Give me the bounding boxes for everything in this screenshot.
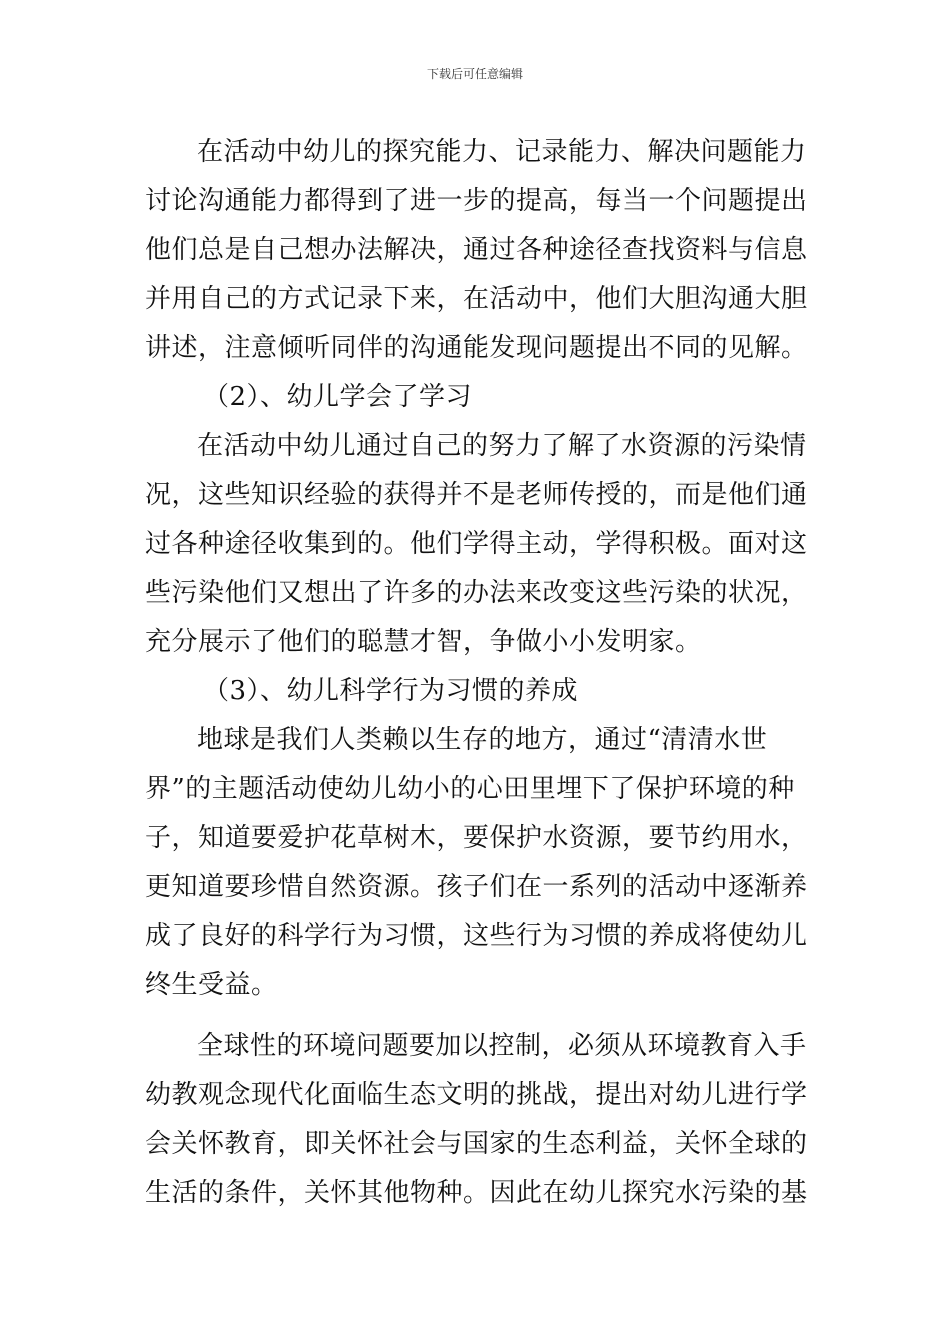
page-header: 下载后可任意编辑	[426, 67, 523, 81]
text-line: 更知道要珍惜自然资源。孩子们在一系列的活动中逐渐养	[145, 872, 808, 902]
document-body	[145, 128, 810, 1218]
paragraph-habits	[145, 716, 810, 1010]
text-line: 在活动中幼儿通过自己的努力了解了水资源的污染情	[197, 431, 807, 461]
text-line: 全球性的环境问题要加以控制，必须从环境教育入手	[197, 1031, 807, 1061]
text-line: 并用自己的方式记录下来，在活动中，他们大胆沟通大胆	[145, 284, 808, 314]
text-line: 会关怀教育，即关怀社会与国家的生态利益，关怀全球的	[145, 1129, 808, 1159]
text-line: 地球是我们人类赖以生存的地方，通过“清清水世	[197, 725, 768, 755]
text-line: 终生受益。	[145, 970, 278, 1000]
text-line: 在活动中幼儿的探究能力、记录能力、解决问题能力	[197, 137, 807, 167]
text-line: 过各种途径收集到的。他们学得主动，学得积极。面对这	[145, 529, 808, 559]
paragraph-abilities	[145, 128, 810, 373]
paragraph-learning	[145, 422, 810, 667]
text-line: 讲述，注意倾听同伴的沟通能发现问题提出不同的见解。	[145, 333, 808, 363]
text-line: 讨论沟通能力都得到了进一步的提高，每当一个问题提出	[145, 186, 808, 216]
paragraph-environment	[145, 1022, 810, 1218]
text-line: 况，这些知识经验的获得并不是老师传授的，而是他们通	[145, 480, 808, 510]
text-line: 成了良好的科学行为习惯，这些行为习惯的养成将使幼儿	[145, 921, 808, 951]
text-line: 子，知道要爱护花草树木，要保护水资源，要节约用水，	[145, 823, 808, 853]
text-line: 他们总是自己想办法解决，通过各种途径查找资料与信息	[145, 235, 808, 265]
text-line: 些污染他们又想出了许多的办法来改变这些污染的状况，	[145, 578, 808, 608]
text-line: 幼教观念现代化面临生态文明的挑战，提出对幼儿进行学	[145, 1080, 808, 1110]
text-line: 充分展示了他们的聪慧才智，争做小小发明家。	[145, 627, 702, 657]
text-line: 界”的主题活动使幼儿幼小的心田里埋下了保护环境的种	[145, 774, 795, 804]
text-line: 生活的条件，关怀其他物种。因此在幼儿探究水污染的基	[145, 1178, 808, 1208]
subheading-habits: （3）、幼儿科学行为习惯的养成	[203, 676, 579, 706]
subheading-learning: （2）、幼儿学会了学习	[203, 382, 473, 412]
